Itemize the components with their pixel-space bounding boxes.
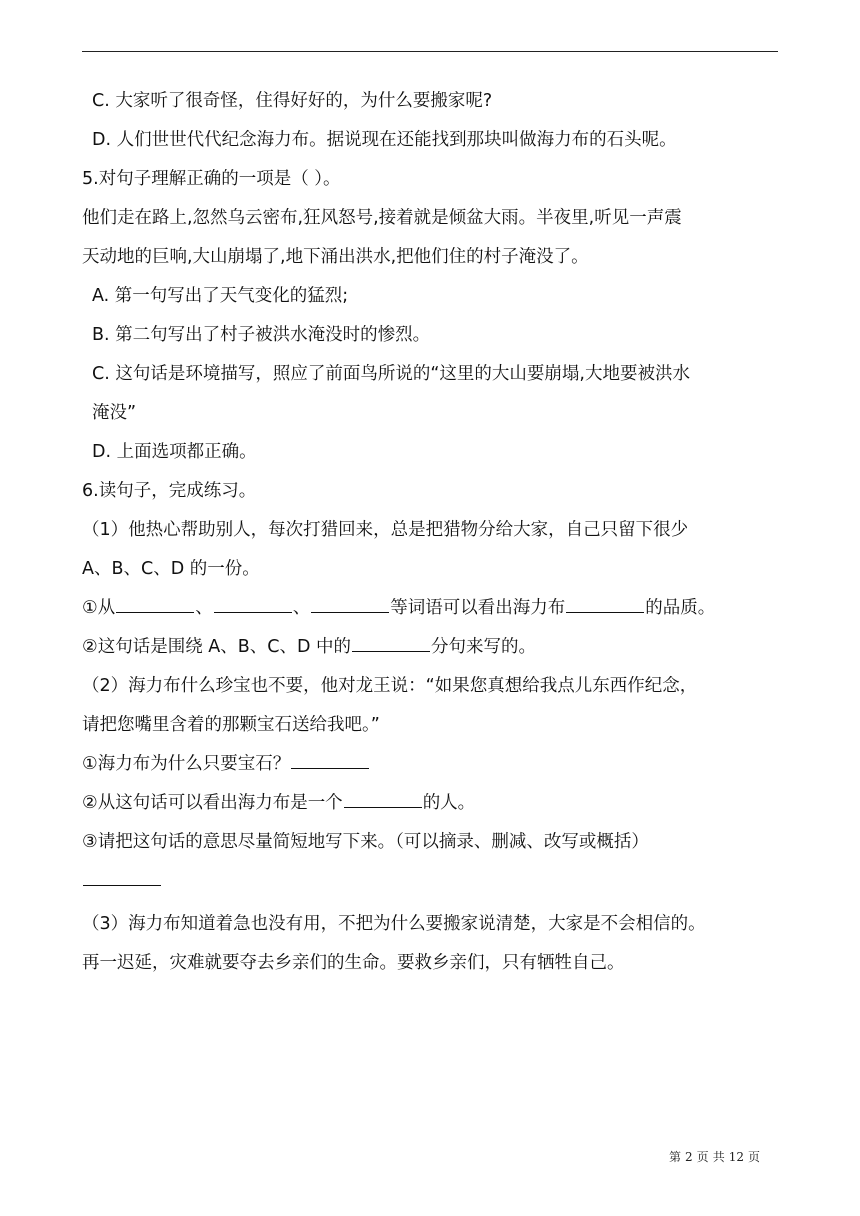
q6-s1-q1-text-c: 的品质。	[645, 598, 716, 618]
q6-s2-q2-text-a: ②从这句话可以看出海力布是一个	[82, 793, 343, 813]
q6-s1-question1	[82, 591, 782, 626]
footer-di: 第	[669, 1150, 682, 1164]
q5-option-a: A. 第一句写出了天气变化的猛烈;	[92, 286, 349, 306]
q6-s2-question3: ③请把这句话的意思尽量简短地写下来。（可以摘录、删减、改写或概括）	[82, 832, 649, 852]
footer-page-number: 2	[685, 1150, 693, 1164]
page-footer	[0, 1148, 762, 1165]
q6-s3-line1: （3）海力布知道着急也没有用，不把为什么要搬家说清楚，大家是不会相信的。	[82, 914, 706, 934]
q5-passage-line2: 天动地的巨响,大山崩塌了,地下涌出洪水,把他们住的村子淹没了。	[82, 247, 589, 267]
q5-option-d: D. 上面选项都正确。	[92, 442, 257, 462]
footer-total-pages: 12	[728, 1150, 744, 1164]
q6-s2-q1-text: ①海力布为什么只要宝石？	[82, 754, 291, 774]
answer-blank-3[interactable]	[311, 592, 389, 613]
q6-s1-line2: A、B、C、D 的一份。	[82, 559, 260, 579]
q6-s2-question1	[82, 747, 782, 782]
q6-s1-question2	[82, 630, 782, 665]
q6-s1-q1-text-b: 等词语可以看出海力布	[390, 598, 566, 618]
q6-s2-q3-answer-line	[82, 864, 782, 899]
q6-s2-question2	[82, 786, 782, 821]
q6-prompt: 6.读句子，完成练习。	[82, 481, 257, 501]
answer-blank-8[interactable]	[83, 865, 161, 886]
q6-s1-q1-sep2: 、	[292, 598, 311, 618]
q6-s2-line2: 请把您嘴里含着的那颗宝石送给我吧。”	[82, 715, 380, 735]
q6-s1-line1: （1）他热心帮助别人，每次打猎回来，总是把猎物分给大家，自己只留下很少	[82, 520, 689, 540]
q6-s1-q2-text-a: ②这句话是围绕 A、B、C、D 中的	[82, 637, 351, 657]
q6-s3-line2: 再一迟延，灾难就要夺去乡亲们的生命。要救乡亲们，只有牺牲自己。	[82, 953, 625, 973]
document-body	[82, 84, 782, 981]
footer-gong: 共	[712, 1150, 725, 1164]
q4-option-c: C. 大家听了很奇怪，住得好好的，为什么要搬家呢?	[92, 91, 493, 111]
q6-s1-q2-text-b: 分句来写的。	[431, 637, 536, 657]
header-rule	[82, 51, 778, 52]
answer-blank-7[interactable]	[344, 787, 422, 808]
q5-option-c-line1: C. 这句话是环境描写，照应了前面鸟所说的“这里的大山要崩塌,大地要被洪水	[92, 364, 690, 384]
footer-ye: 页	[696, 1150, 709, 1164]
q4-option-d: D. 人们世世代代纪念海力布。据说现在还能找到那块叫做海力布的石头呢。	[92, 130, 677, 150]
q5-prompt: 5.对句子理解正确的一项是（ ）。	[82, 169, 341, 189]
q6-s1-q1-text-a: ①从	[82, 598, 116, 618]
footer-ye2: 页	[747, 1150, 760, 1164]
q5-option-c-line2: 淹没”	[92, 403, 137, 423]
q6-s2-line1: （2）海力布什么珍宝也不要，他对龙王说：“如果您真想给我点儿东西作纪念，	[82, 676, 698, 696]
q6-s2-q2-text-b: 的人。	[422, 793, 476, 813]
q6-s1-q1-sep1: 、	[195, 598, 213, 618]
answer-blank-6[interactable]	[291, 748, 369, 769]
q5-option-b: B. 第二句写出了村子被洪水淹没时的惨烈。	[92, 325, 431, 345]
answer-blank-1[interactable]	[116, 592, 194, 613]
q5-passage-line1: 他们走在路上,忽然乌云密布,狂风怒号,接着就是倾盆大雨。半夜里,听见一声震	[82, 208, 682, 228]
answer-blank-2[interactable]	[214, 592, 292, 613]
answer-blank-5[interactable]	[352, 631, 430, 652]
answer-blank-4[interactable]	[566, 592, 644, 613]
